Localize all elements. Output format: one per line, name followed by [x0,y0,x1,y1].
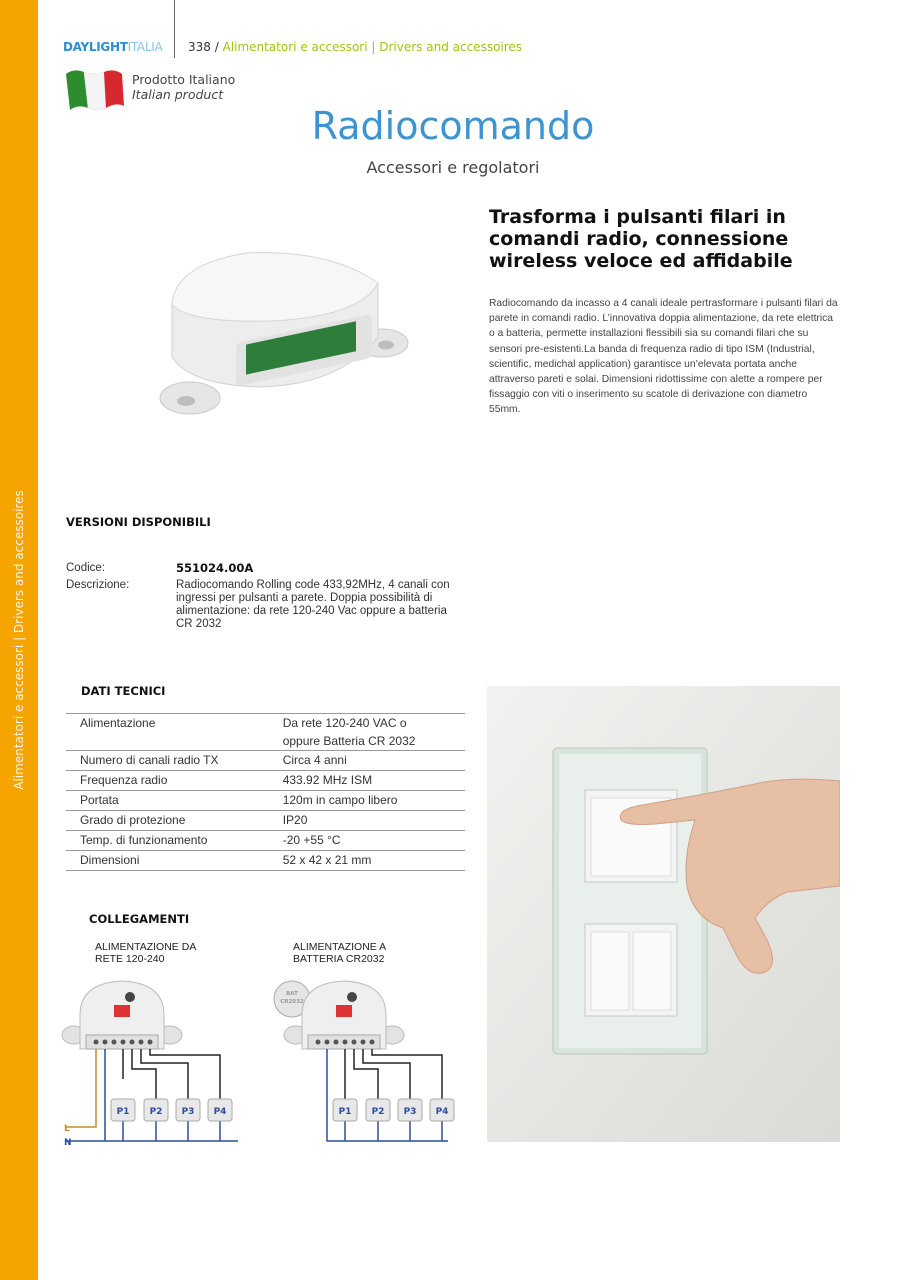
versions-heading: VERSIONI DISPONIBILI [66,515,211,529]
origin-it: Prodotto Italiano [132,72,236,87]
mains-wiring-diagram [60,975,250,1150]
tech-heading: DATI TECNICI [81,684,166,698]
table-row [66,811,465,831]
code-value: 551024.00A [176,561,254,575]
table-row [66,751,465,771]
description-value: Radiocomando Rolling code 433,92MHz, 4 canali con ingressi per pulsanti a parete. Doppia possibilità di alimentazione: da rete 120-240 Vac oppure a batteria CR 2032 [176,579,450,630]
spec-value-line2: oppure Batteria CR 2032 [282,734,416,748]
spec-value: 433.92 MHz ISM [271,771,465,791]
spec-label: Dimensioni [66,851,271,871]
spec-value-line1: Da rete 120-240 VAC o [282,716,407,730]
side-bar [0,0,38,1280]
button-p4-label: P4 [213,1107,227,1117]
spec-value: -20 +55 °C [271,831,465,851]
italian-flag-icon [64,66,126,112]
left-diagram-caption: ALIMENTAZIONE DA RETE 120-240 [95,941,196,965]
spec-label: Numero di canali radio TX [66,751,271,771]
tech-table [66,713,465,871]
table-row [66,831,465,851]
spec-value: Circa 4 anni [271,751,465,771]
battery-wiring-diagram [270,975,460,1150]
brand-logo [63,40,162,54]
header-divider [174,0,175,58]
spec-label: Alimentazione [66,714,271,751]
origin-label [132,72,235,102]
page-reference [188,40,522,54]
brand-bold: DAYLIGHT [63,40,128,54]
table-row [66,791,465,811]
line-l-label: L [64,1124,70,1134]
spec-label: Portata [66,791,271,811]
button-p3-label: P3 [181,1107,195,1117]
right-diagram-caption: ALIMENTAZIONE A BATTERIA CR2032 [293,941,386,965]
button-p4-label: P4 [435,1107,449,1117]
battery-label-2: CR2032 [280,999,304,1005]
spec-value: IP20 [271,811,465,831]
button-p3-label: P3 [403,1107,417,1117]
page-category: Alimentatori e accessori | Drivers and accessoires [222,40,523,54]
spec-value [271,714,465,751]
spec-label: Frequenza radio [66,771,271,791]
code-label: Codice: [66,562,105,574]
table-row [66,851,465,871]
side-category-text: Alimentatori e accessori | Drivers and accessoires [12,490,26,790]
connections-heading: COLLEGAMENTI [89,912,190,926]
spec-value: 120m in campo libero [271,791,465,811]
button-p2-label: P2 [149,1107,163,1117]
button-p2-label: P2 [371,1107,385,1117]
button-p1-label: P1 [116,1107,130,1117]
page-number: 338 / [188,40,219,54]
description-label: Descrizione: [66,579,130,591]
spec-label: Temp. di funzionamento [66,831,271,851]
origin-en: Italian product [132,87,224,102]
spec-label: Grado di protezione [66,811,271,831]
spec-value: 52 x 42 x 21 mm [271,851,465,871]
product-image [150,245,410,440]
table-row [66,714,465,751]
page-subtitle: Accessori e regolatori [366,158,540,177]
button-p1-label: P1 [338,1107,352,1117]
battery-label-1: BAT [286,991,298,997]
page-title: Radiocomando [311,104,595,148]
headline: Trasforma i pulsanti filari in comandi radio, connessione wireless veloce ed affidabile [489,206,793,272]
brand-light: ITALIA [127,40,163,54]
line-n-label: N [64,1138,72,1148]
switch-photo [487,686,840,1142]
table-row [66,771,465,791]
description-text: Radiocomando da incasso a 4 canali ideale pertrasformare i pulsanti filari da parete in comandi radio. L’innovativa doppia alimentazione, da rete elettrica o a batteria, permette installazioni flessibili sia su comandi filari che su sensori pre-esistenti.La banda di frequenza radio di tipo ISM (Industrial, scientific, medichal application) garantisce un’elevata portata anche attraverso pareti e solai. Dimensioni ridottissime con alette a rompere per fissaggio con viti o inserimento su scatole di derivazione con diametro 55mm. [489,298,838,416]
